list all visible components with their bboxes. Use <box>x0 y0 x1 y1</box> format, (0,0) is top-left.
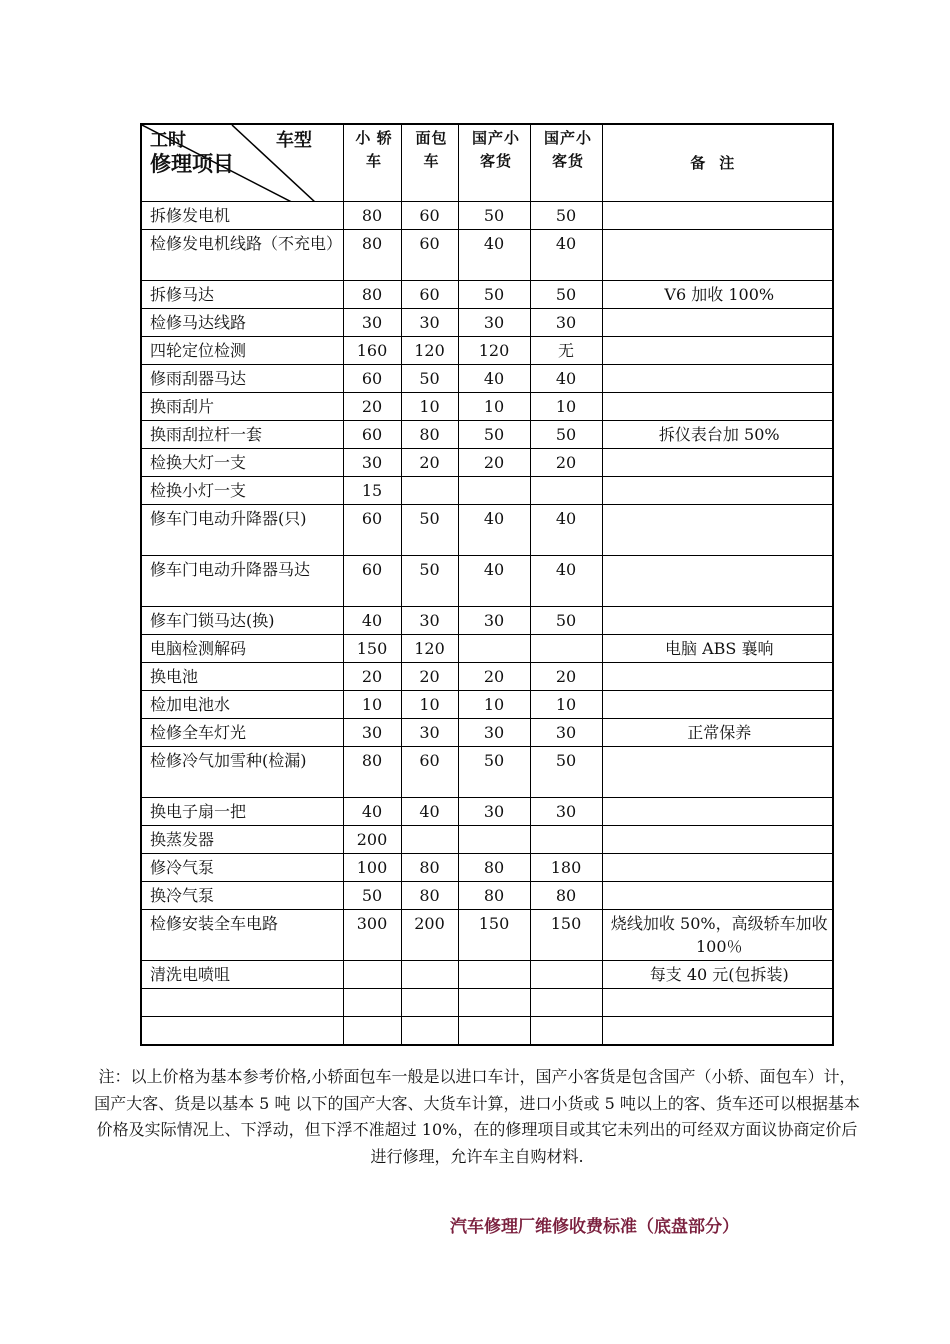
price-van-cell: 50 <box>401 556 458 607</box>
price-sedan-cell: 40 <box>343 798 401 826</box>
table-row <box>141 910 833 961</box>
item-name-cell: 换电池 <box>141 663 343 691</box>
price-domestic-b-cell: 40 <box>530 505 602 556</box>
price-domestic-b-cell: 20 <box>530 663 602 691</box>
remark-cell <box>602 230 833 281</box>
price-domestic-b-cell: 10 <box>530 691 602 719</box>
price-domestic-b-cell: 无 <box>530 337 602 365</box>
price-sedan-cell: 80 <box>343 747 401 798</box>
price-domestic-a-cell <box>458 477 530 505</box>
corner-header-cell <box>141 124 343 202</box>
table-row <box>141 556 833 607</box>
price-van-cell: 60 <box>401 281 458 309</box>
table-row <box>141 202 833 230</box>
price-sedan-cell: 30 <box>343 449 401 477</box>
remark-cell <box>602 854 833 882</box>
item-name-cell: 修车门锁马达(换) <box>141 607 343 635</box>
price-van-cell: 50 <box>401 365 458 393</box>
table-row <box>141 691 833 719</box>
price-domestic-b-cell: 30 <box>530 309 602 337</box>
price-domestic-a-cell <box>458 989 530 1017</box>
remark-cell <box>602 556 833 607</box>
price-domestic-b-cell: 40 <box>530 556 602 607</box>
remark-cell <box>602 449 833 477</box>
table-row <box>141 854 833 882</box>
item-name-cell: 换雨刮拉杆一套 <box>141 421 343 449</box>
item-name-cell: 换电子扇一把 <box>141 798 343 826</box>
price-domestic-b-cell <box>530 826 602 854</box>
price-sedan-cell: 80 <box>343 202 401 230</box>
remark-cell: 电脑 ABS 襄响 <box>602 635 833 663</box>
item-name-cell: 换蒸发器 <box>141 826 343 854</box>
table-row <box>141 230 833 281</box>
item-name-cell: 换雨刮片 <box>141 393 343 421</box>
price-sedan-cell: 60 <box>343 505 401 556</box>
price-sedan-cell: 50 <box>343 882 401 910</box>
price-domestic-a-cell: 20 <box>458 449 530 477</box>
table-row <box>141 663 833 691</box>
price-domestic-b-cell: 180 <box>530 854 602 882</box>
price-van-cell <box>401 989 458 1017</box>
labor-hours-label: 工时 <box>150 130 186 150</box>
price-sedan-cell <box>343 1017 401 1046</box>
price-domestic-a-cell: 150 <box>458 910 530 961</box>
table-row <box>141 798 833 826</box>
table-row <box>141 882 833 910</box>
remark-cell <box>602 882 833 910</box>
price-domestic-a-cell: 40 <box>458 230 530 281</box>
price-domestic-b-cell <box>530 961 602 989</box>
price-van-cell: 40 <box>401 798 458 826</box>
price-domestic-a-cell: 50 <box>458 421 530 449</box>
price-sedan-cell: 60 <box>343 365 401 393</box>
table-row <box>141 449 833 477</box>
col-header-remark: 备注 <box>602 124 833 202</box>
table-row <box>141 635 833 663</box>
price-domestic-a-cell: 120 <box>458 337 530 365</box>
table-row <box>141 826 833 854</box>
price-domestic-b-cell: 40 <box>530 230 602 281</box>
table-row <box>141 309 833 337</box>
price-domestic-a-cell: 50 <box>458 202 530 230</box>
price-van-cell: 10 <box>401 691 458 719</box>
price-van-cell <box>401 961 458 989</box>
item-name-cell: 检修全车灯光 <box>141 719 343 747</box>
price-domestic-b-cell: 150 <box>530 910 602 961</box>
table-row <box>141 477 833 505</box>
price-van-cell: 60 <box>401 747 458 798</box>
price-sedan-cell: 80 <box>343 281 401 309</box>
item-name-cell: 四轮定位检测 <box>141 337 343 365</box>
price-domestic-a-cell: 20 <box>458 663 530 691</box>
price-domestic-b-cell: 50 <box>530 202 602 230</box>
price-domestic-b-cell: 80 <box>530 882 602 910</box>
price-domestic-a-cell <box>458 961 530 989</box>
price-domestic-b-cell <box>530 635 602 663</box>
price-sedan-cell: 60 <box>343 421 401 449</box>
table-row <box>141 393 833 421</box>
price-sedan-cell <box>343 989 401 1017</box>
price-domestic-b-cell: 50 <box>530 281 602 309</box>
remark-cell: 正常保养 <box>602 719 833 747</box>
item-name-cell: 检修马达线路 <box>141 309 343 337</box>
remark-cell <box>602 505 833 556</box>
table-row <box>141 1017 833 1046</box>
item-name-cell <box>141 1017 343 1046</box>
price-sedan-cell: 20 <box>343 393 401 421</box>
price-domestic-b-cell <box>530 989 602 1017</box>
price-sedan-cell: 160 <box>343 337 401 365</box>
remark-cell <box>602 202 833 230</box>
remark-cell <box>602 663 833 691</box>
table-row <box>141 961 833 989</box>
item-name-cell: 拆修马达 <box>141 281 343 309</box>
price-domestic-a-cell <box>458 635 530 663</box>
col-header-van: 面包 车 <box>401 124 458 202</box>
table-row <box>141 989 833 1017</box>
price-van-cell: 50 <box>401 505 458 556</box>
price-domestic-b-cell: 50 <box>530 421 602 449</box>
price-domestic-b-cell: 50 <box>530 747 602 798</box>
price-domestic-a-cell <box>458 1017 530 1046</box>
item-name-cell: 修车门电动升降器(只) <box>141 505 343 556</box>
item-name-cell: 检修发电机线路（不充电） <box>141 230 343 281</box>
remark-cell <box>602 365 833 393</box>
price-sedan-cell: 30 <box>343 309 401 337</box>
price-domestic-b-cell: 30 <box>530 719 602 747</box>
table-row <box>141 421 833 449</box>
table-row <box>141 365 833 393</box>
price-domestic-a-cell: 30 <box>458 607 530 635</box>
item-name-cell: 检加电池水 <box>141 691 343 719</box>
table-row <box>141 607 833 635</box>
price-domestic-a-cell: 40 <box>458 505 530 556</box>
price-van-cell: 60 <box>401 230 458 281</box>
price-domestic-b-cell: 10 <box>530 393 602 421</box>
price-sedan-cell: 10 <box>343 691 401 719</box>
remark-cell <box>602 1017 833 1046</box>
price-sedan-cell: 40 <box>343 607 401 635</box>
price-sedan-cell: 100 <box>343 854 401 882</box>
table-row <box>141 337 833 365</box>
price-domestic-b-cell <box>530 477 602 505</box>
remark-cell <box>602 309 833 337</box>
price-van-cell: 60 <box>401 202 458 230</box>
price-van-cell: 200 <box>401 910 458 961</box>
price-domestic-b-cell: 30 <box>530 798 602 826</box>
item-name-cell: 电脑检测解码 <box>141 635 343 663</box>
item-name-cell <box>141 989 343 1017</box>
price-van-cell <box>401 477 458 505</box>
price-domestic-b-cell: 50 <box>530 607 602 635</box>
col-header-domestic-a: 国产小 客货 <box>458 124 530 202</box>
item-name-cell: 拆修发电机 <box>141 202 343 230</box>
item-name-cell: 检修冷气加雪种(检漏) <box>141 747 343 798</box>
price-van-cell: 30 <box>401 309 458 337</box>
table-header-row <box>141 124 833 202</box>
price-van-cell: 20 <box>401 663 458 691</box>
price-domestic-a-cell <box>458 826 530 854</box>
remark-cell <box>602 747 833 798</box>
price-sedan-cell: 150 <box>343 635 401 663</box>
price-sedan-cell: 60 <box>343 556 401 607</box>
col-header-sedan: 小 轿 车 <box>343 124 401 202</box>
price-domestic-a-cell: 30 <box>458 719 530 747</box>
price-domestic-a-cell: 10 <box>458 393 530 421</box>
price-domestic-a-cell: 80 <box>458 882 530 910</box>
remark-cell: 每支 40 元(包拆装) <box>602 961 833 989</box>
fee-table <box>140 123 834 1046</box>
col-header-domestic-b: 国产小 客货 <box>530 124 602 202</box>
price-van-cell: 10 <box>401 393 458 421</box>
remark-cell <box>602 691 833 719</box>
price-van-cell: 120 <box>401 337 458 365</box>
table-row <box>141 505 833 556</box>
price-domestic-a-cell: 50 <box>458 747 530 798</box>
price-van-cell: 30 <box>401 607 458 635</box>
price-domestic-a-cell: 30 <box>458 309 530 337</box>
remark-cell <box>602 826 833 854</box>
remark-cell <box>602 989 833 1017</box>
price-sedan-cell <box>343 961 401 989</box>
price-sedan-cell: 30 <box>343 719 401 747</box>
remark-cell <box>602 798 833 826</box>
price-sedan-cell: 200 <box>343 826 401 854</box>
price-domestic-a-cell: 30 <box>458 798 530 826</box>
item-name-cell: 修冷气泵 <box>141 854 343 882</box>
item-name-cell: 修车门电动升降器马达 <box>141 556 343 607</box>
price-sedan-cell: 15 <box>343 477 401 505</box>
price-van-cell <box>401 1017 458 1046</box>
price-van-cell: 120 <box>401 635 458 663</box>
remark-cell: 拆仪表台加 50% <box>602 421 833 449</box>
price-domestic-b-cell: 20 <box>530 449 602 477</box>
repair-item-label: 修理项目 <box>150 153 234 176</box>
price-van-cell: 80 <box>401 421 458 449</box>
price-sedan-cell: 80 <box>343 230 401 281</box>
remark-cell <box>602 477 833 505</box>
remark-cell: V6 加收 100% <box>602 281 833 309</box>
price-domestic-a-cell: 40 <box>458 365 530 393</box>
item-name-cell: 检换小灯一支 <box>141 477 343 505</box>
price-van-cell: 80 <box>401 882 458 910</box>
item-name-cell: 修雨刮器马达 <box>141 365 343 393</box>
price-van-cell: 80 <box>401 854 458 882</box>
item-name-cell: 检换大灯一支 <box>141 449 343 477</box>
price-sedan-cell: 300 <box>343 910 401 961</box>
price-domestic-a-cell: 10 <box>458 691 530 719</box>
price-sedan-cell: 20 <box>343 663 401 691</box>
price-van-cell: 20 <box>401 449 458 477</box>
price-domestic-a-cell: 50 <box>458 281 530 309</box>
item-name-cell: 清洗电喷咀 <box>141 961 343 989</box>
remark-cell <box>602 607 833 635</box>
price-domestic-a-cell: 40 <box>458 556 530 607</box>
remark-cell: 烧线加收 50%，高级轿车加收 100％ <box>602 910 833 961</box>
document-title: 汽车修理厂维修收费标准（底盘部分） <box>450 1217 739 1237</box>
remark-cell <box>602 393 833 421</box>
table-row <box>141 719 833 747</box>
price-van-cell: 30 <box>401 719 458 747</box>
table-row <box>141 747 833 798</box>
remark-cell <box>602 337 833 365</box>
item-name-cell: 换冷气泵 <box>141 882 343 910</box>
item-name-cell: 检修安装全车电路 <box>141 910 343 961</box>
price-domestic-b-cell: 40 <box>530 365 602 393</box>
footnote: 注：以上价格为基本参考价格,小轿面包车一般是以进口车计，国产小客货是包含国产（小轿、面包车）计，国产大客、货是以基本 5 吨 以下的国产大客、大货车计算，进口小货或 5 吨以上的客、货车还可以根据基本价格及实际情况上、下浮动，但下浮不准超过 10%，在的修理项目或其它未列出的可经双方面议协商定价后进行修理，允许车主自购材料. <box>94 1067 860 1166</box>
vehicle-type-label: 车型 <box>276 130 312 150</box>
price-domestic-b-cell <box>530 1017 602 1046</box>
price-van-cell <box>401 826 458 854</box>
table-row <box>141 281 833 309</box>
price-domestic-a-cell: 80 <box>458 854 530 882</box>
